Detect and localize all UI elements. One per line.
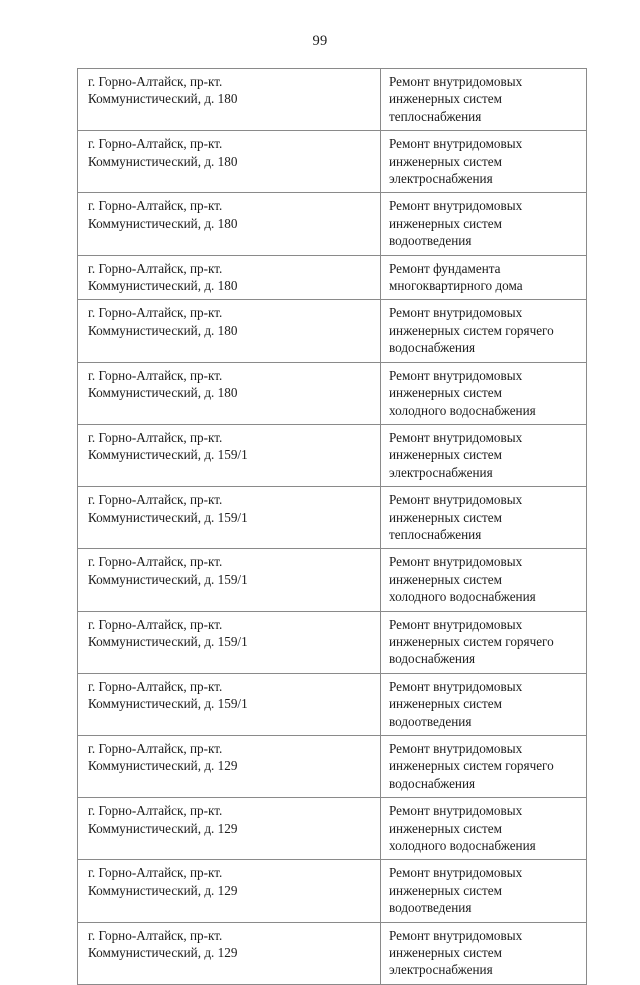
address-line: Коммунистический, д. 159/1 [88,509,248,525]
work-type-line: инженерных систем [389,153,502,169]
address-cell [78,300,381,362]
address-line: г. Горно-Алтайск, пр-кт. [88,74,223,89]
work-type-line: Ремонт внутридомовых [389,198,523,214]
work-type-cell [381,736,587,798]
work-type-cell [381,549,587,611]
table-row [78,736,587,798]
address-line: Коммунистический, д. 180 [88,278,238,294]
address-line: Коммунистический, д. 159/1 [88,571,248,587]
work-type-line: электроснабжения [389,464,493,480]
work-type-line: инженерных систем горячего [389,758,554,774]
work-type-line: Ремонт внутридомовых [389,927,523,943]
address-cell [78,487,381,549]
work-type-cell [381,362,587,424]
address-line: г. Горно-Алтайск, пр-кт. [88,616,223,632]
address-line: Коммунистический, д. 159/1 [88,633,248,649]
work-type-line: теплоснабжения [389,108,482,124]
work-type-cell [381,798,587,860]
work-type-line: электроснабжения [389,962,493,978]
work-type-line: водоотведения [389,233,472,249]
work-type-cell [381,611,587,673]
address-line: Коммунистический, д. 159/1 [88,696,248,712]
address-line: Коммунистический, д. 129 [88,945,238,961]
table-row [78,300,587,362]
work-type-line: Ремонт внутридомовых [389,74,523,89]
work-type-line: водоснабжения [389,651,476,667]
work-type-line: Ремонт внутридомовых [389,492,523,508]
work-type-line: многоквартирного дома [389,278,523,294]
address-line: г. Горно-Алтайск, пр-кт. [88,554,223,570]
work-type-line: инженерных систем [389,215,502,231]
address-cell [78,424,381,486]
registry-table-body [78,69,587,985]
table-row [78,611,587,673]
table-row [78,362,587,424]
work-type-cell [381,255,587,300]
work-type-line: Ремонт внутридомовых [389,429,523,445]
address-cell [78,736,381,798]
work-type-line: инженерных систем [389,571,502,587]
address-cell [78,922,381,984]
address-line: Коммунистический, д. 129 [88,882,238,898]
address-cell [78,798,381,860]
address-line: г. Горно-Алтайск, пр-кт. [88,429,223,445]
address-line: г. Горно-Алтайск, пр-кт. [88,741,223,756]
work-type-line: водоотведения [389,900,472,916]
table-row [78,193,587,255]
work-type-line: инженерных систем [389,882,502,898]
address-cell [78,673,381,735]
address-line: г. Горно-Алтайск, пр-кт. [88,492,223,508]
work-type-line: инженерных систем [389,820,502,836]
address-line: Коммунистический, д. 129 [88,758,238,774]
work-type-line: водоснабжения [389,340,476,356]
table-row [78,69,587,131]
work-type-line: Ремонт внутридомовых [389,136,523,152]
work-type-line: Ремонт внутридомовых [389,616,523,632]
work-type-line: Ремонт внутридомовых [389,741,523,756]
table-row [78,922,587,984]
page-number: 99 [312,33,328,49]
table-row [78,798,587,860]
address-line: г. Горно-Алтайск, пр-кт. [88,367,223,383]
work-type-line: водоснабжения [389,775,476,791]
address-cell [78,69,381,131]
address-line: Коммунистический, д. 129 [88,820,238,836]
work-type-line: инженерных систем [389,91,502,107]
table-row [78,860,587,922]
work-type-cell [381,922,587,984]
address-line: г. Горно-Алтайск, пр-кт. [88,678,223,694]
address-line: Коммунистический, д. 180 [88,215,238,231]
address-cell [78,362,381,424]
address-line: г. Горно-Алтайск, пр-кт. [88,803,223,819]
registry-table-container [77,68,586,985]
table-row [78,549,587,611]
work-type-line: инженерных систем [389,447,502,463]
table-row [78,673,587,735]
work-type-cell [381,860,587,922]
address-line: Коммунистический, д. 180 [88,385,238,401]
work-type-line: Ремонт фундамента [389,260,501,276]
work-type-cell [381,673,587,735]
work-type-line: Ремонт внутридомовых [389,305,523,321]
address-line: г. Горно-Алтайск, пр-кт. [88,136,223,152]
work-type-cell [381,300,587,362]
registry-table [77,68,587,985]
work-type-line: инженерных систем [389,945,502,961]
address-line: г. Горно-Алтайск, пр-кт. [88,927,223,943]
work-type-line: водоотведения [389,713,472,729]
address-line: г. Горно-Алтайск, пр-кт. [88,305,223,321]
address-line: Коммунистический, д. 159/1 [88,447,248,463]
work-type-cell [381,193,587,255]
work-type-line: электроснабжения [389,171,493,187]
work-type-cell [381,69,587,131]
work-type-line: Ремонт внутридомовых [389,554,523,570]
address-line: г. Горно-Алтайск, пр-кт. [88,865,223,881]
table-row [78,255,587,300]
work-type-cell [381,131,587,193]
work-type-line: инженерных систем горячего [389,322,554,338]
address-line: г. Горно-Алтайск, пр-кт. [88,198,223,214]
address-cell [78,131,381,193]
address-cell [78,193,381,255]
address-line: Коммунистический, д. 180 [88,322,238,338]
work-type-line: Ремонт внутридомовых [389,678,523,694]
address-line: г. Горно-Алтайск, пр-кт. [88,260,223,276]
work-type-cell [381,424,587,486]
work-type-line: инженерных систем [389,509,502,525]
work-type-line: Ремонт внутридомовых [389,803,523,819]
work-type-line: Ремонт внутридомовых [389,865,523,881]
address-line: Коммунистический, д. 180 [88,153,238,169]
work-type-line: Ремонт внутридомовых [389,367,523,383]
work-type-line: холодного водоснабжения [389,838,536,854]
address-cell [78,549,381,611]
address-cell [78,860,381,922]
address-cell [78,255,381,300]
work-type-line: инженерных систем горячего [389,633,554,649]
address-cell [78,611,381,673]
work-type-line: холодного водоснабжения [389,402,536,418]
work-type-line: инженерных систем [389,385,502,401]
work-type-cell [381,487,587,549]
work-type-line: теплоснабжения [389,526,482,542]
address-line: Коммунистический, д. 180 [88,91,238,107]
table-row [78,487,587,549]
work-type-line: холодного водоснабжения [389,589,536,605]
table-row [78,131,587,193]
table-row [78,424,587,486]
work-type-line: инженерных систем [389,696,502,712]
